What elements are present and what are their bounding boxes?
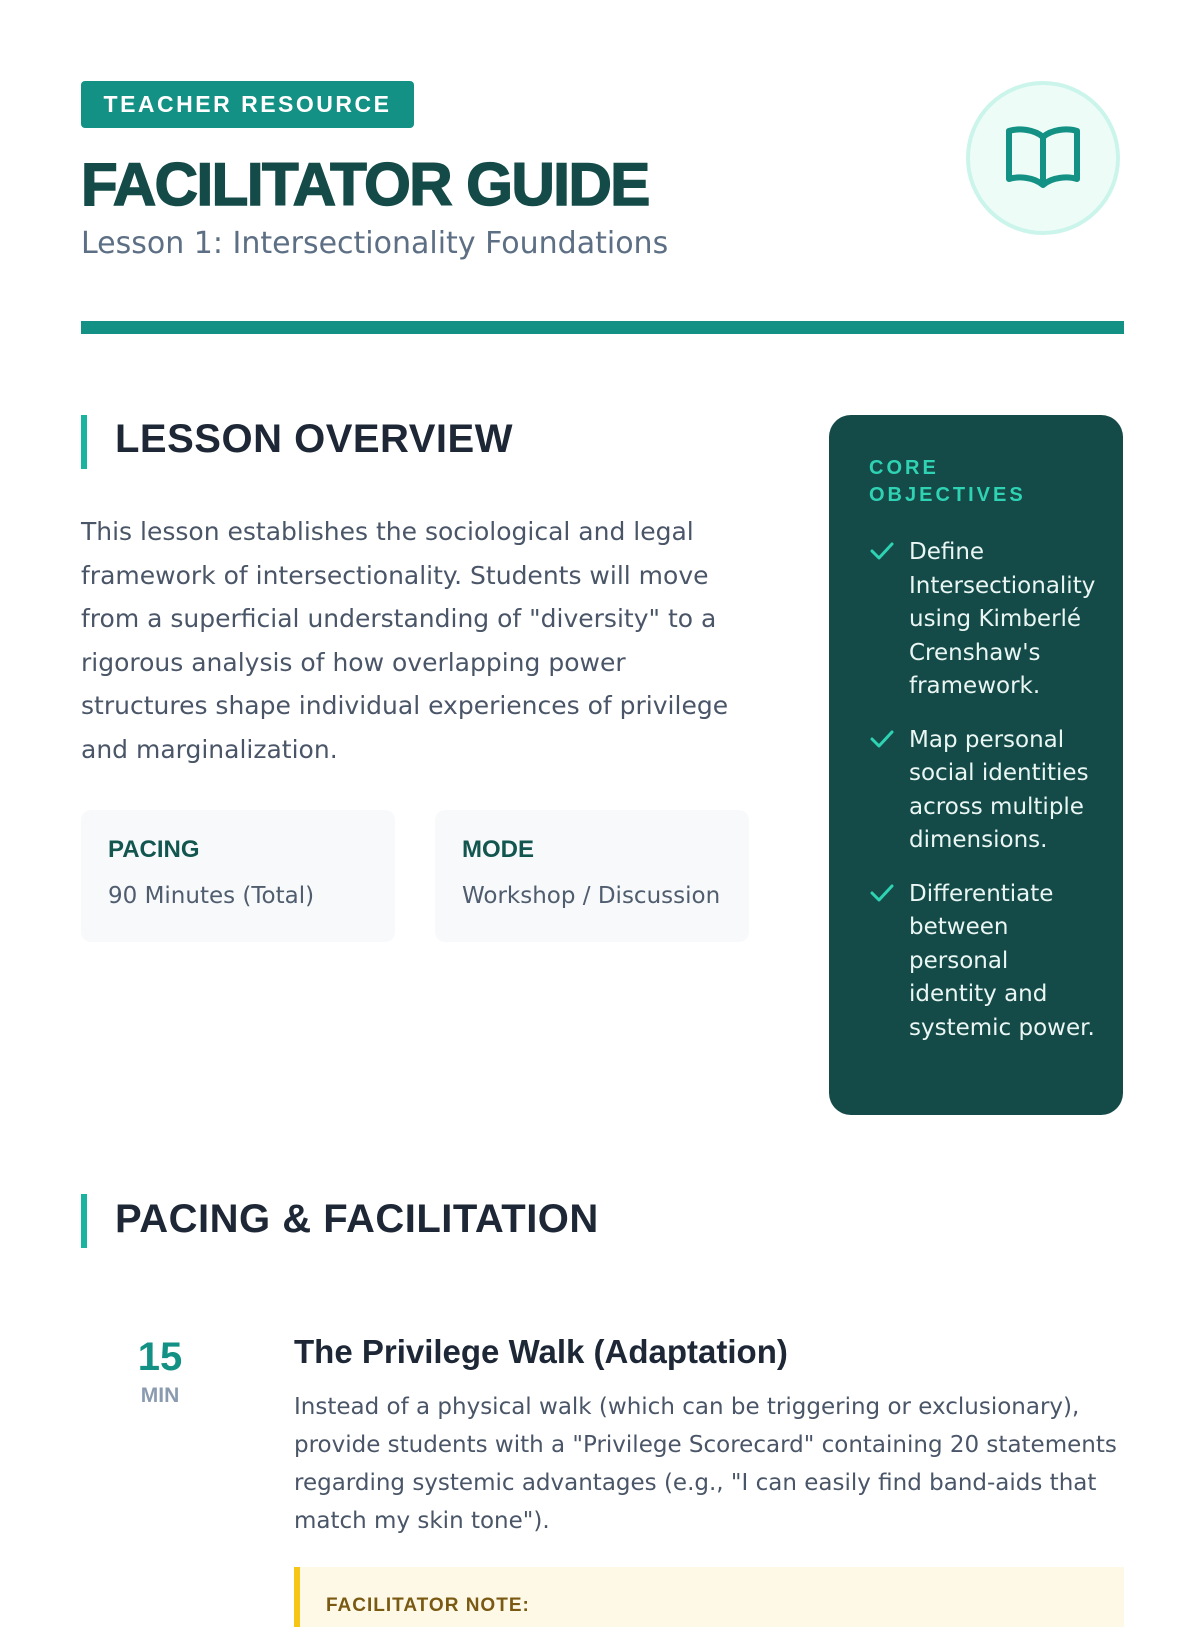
teacher-resource-badge: TEACHER RESOURCE [81,81,414,128]
objectives-heading: CORE OBJECTIVES [869,457,1026,506]
objective-text: Define Intersectionality using Kimberlé Crenshaw's framework. [909,539,1096,699]
facilitation-heading: PACING & FACILITATION [115,1197,599,1241]
objective-item [869,724,1103,858]
facilitator-note [294,1567,1124,1627]
mode-label: MODE [462,836,534,863]
checkmark-icon [869,540,895,562]
mode-card [435,810,749,942]
page-title: FACILITATOR GUIDE [81,151,649,218]
objective-item [869,536,1103,704]
section-accent-bar [81,1194,87,1248]
pacing-label: PACING [108,836,200,863]
pacing-card [81,810,395,942]
section-accent-bar [81,415,87,469]
page-subtitle: Lesson 1: Intersectionality Foundations [81,226,669,261]
open-book-icon [1004,123,1082,193]
pacing-value: 90 Minutes (Total) [108,883,315,909]
guide-logo [966,81,1120,235]
overview-paragraph: This lesson establishes the sociological and legal framework of intersectionality. Students will move from a superficial understanding of "diversity" to a rigorous analysis of how overlapping power structures shape individual experiences of privilege and marginalization. [81,517,729,764]
facilitator-note-label: FACILITATOR NOTE: [326,1595,530,1616]
overview-heading: LESSON OVERVIEW [115,417,513,461]
checkmark-icon [869,728,895,750]
objectives-list [869,536,1103,1045]
core-objectives-panel [829,415,1123,1115]
step-duration: 15 [137,1335,183,1379]
step-duration-unit: MIN [140,1384,180,1407]
checkmark-icon [869,882,895,904]
objective-text: Differentiate between personal identity and systemic power. [909,880,1095,1041]
step-title: The Privilege Walk (Adaptation) [294,1333,788,1370]
header-divider [81,321,1124,334]
objective-text: Map personal social identities across multiple dimensions. [909,726,1089,853]
mode-value: Workshop / Discussion [462,883,721,909]
step-description: Instead of a physical walk (which can be triggering or exclusionary), provide students with a "Privilege Scorecard" containing 20 statements regarding systemic advantages (e.g., "I can easily find band-aids that match my skin tone"). [294,1394,1117,1534]
objective-item [869,878,1103,1046]
